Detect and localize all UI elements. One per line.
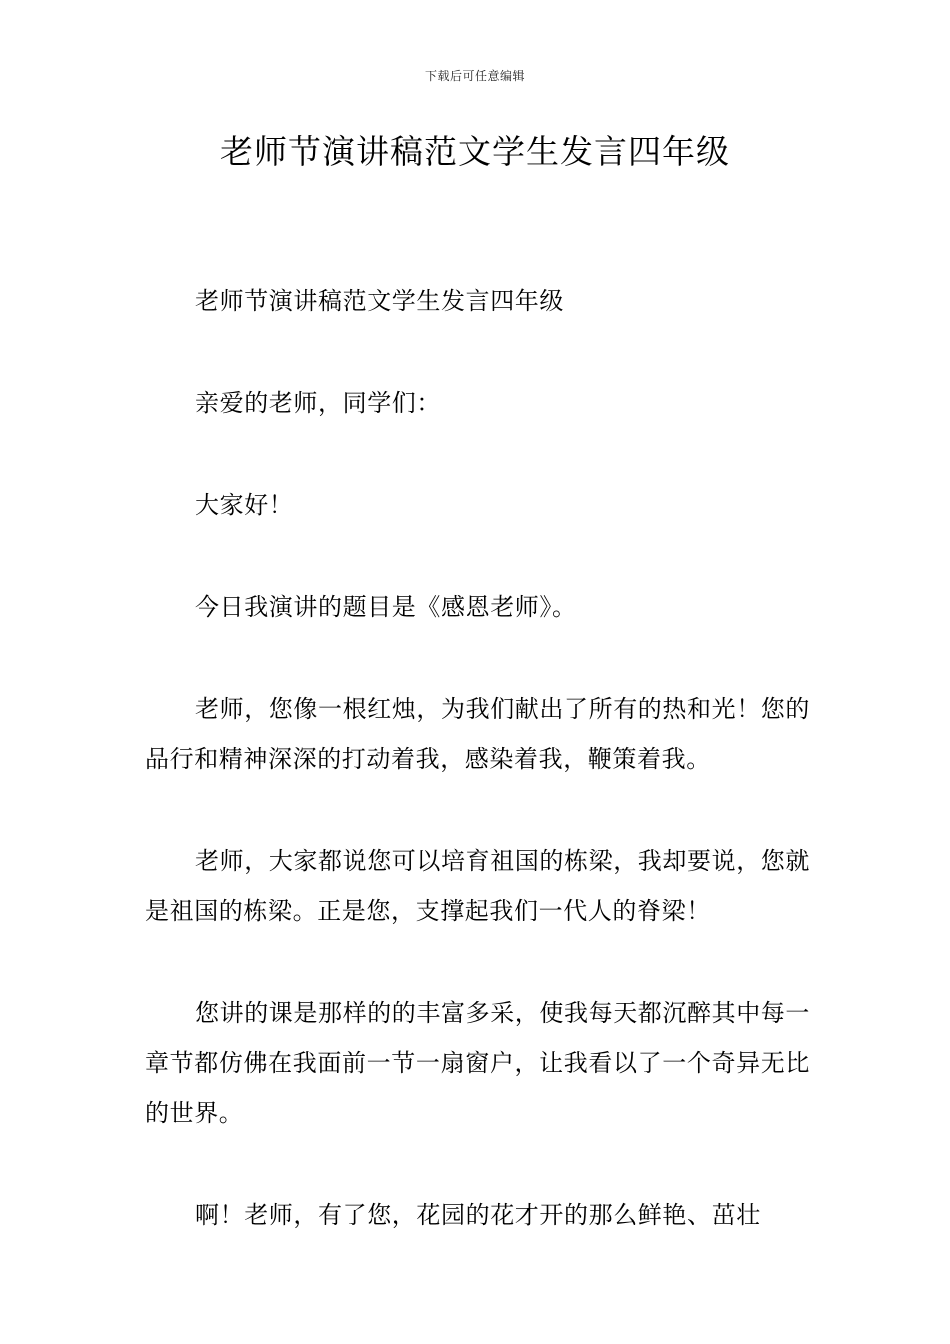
document-title: 老师节演讲稿范文学生发言四年级 (220, 132, 730, 171)
paragraph-salutation: 亲爱的老师，同学们： (195, 389, 441, 417)
paragraph-garden: 啊！老师，有了您，花园的花才开的那么鲜艳、茁壮 (195, 1201, 761, 1229)
document-body (145, 276, 810, 1292)
paragraph-greeting: 大家好！ (195, 491, 294, 519)
paragraph-candle: 老师，您像一根红烛，为我们献出了所有的热和光！您的品行和精神深深的打动着我，感染着我，鞭策着我。 (145, 695, 810, 773)
paragraph-topic: 今日我演讲的题目是《感恩老师》。 (195, 593, 577, 621)
paragraph-subtitle: 老师节演讲稿范文学生发言四年级 (195, 287, 564, 315)
paragraph-lessons: 您讲的课是那样的的丰富多采，使我每天都沉醉其中每一章节都仿佛在我面前一节一扇窗户，让我看以了一个奇异无比的世界。 (145, 999, 810, 1127)
header-note: 下载后可任意编辑 (424, 69, 525, 83)
paragraph-pillar: 老师，大家都说您可以培育祖国的栋梁，我却要说，您就是祖国的栋梁。正是您，支撑起我们一代人的脊梁！ (145, 847, 810, 925)
